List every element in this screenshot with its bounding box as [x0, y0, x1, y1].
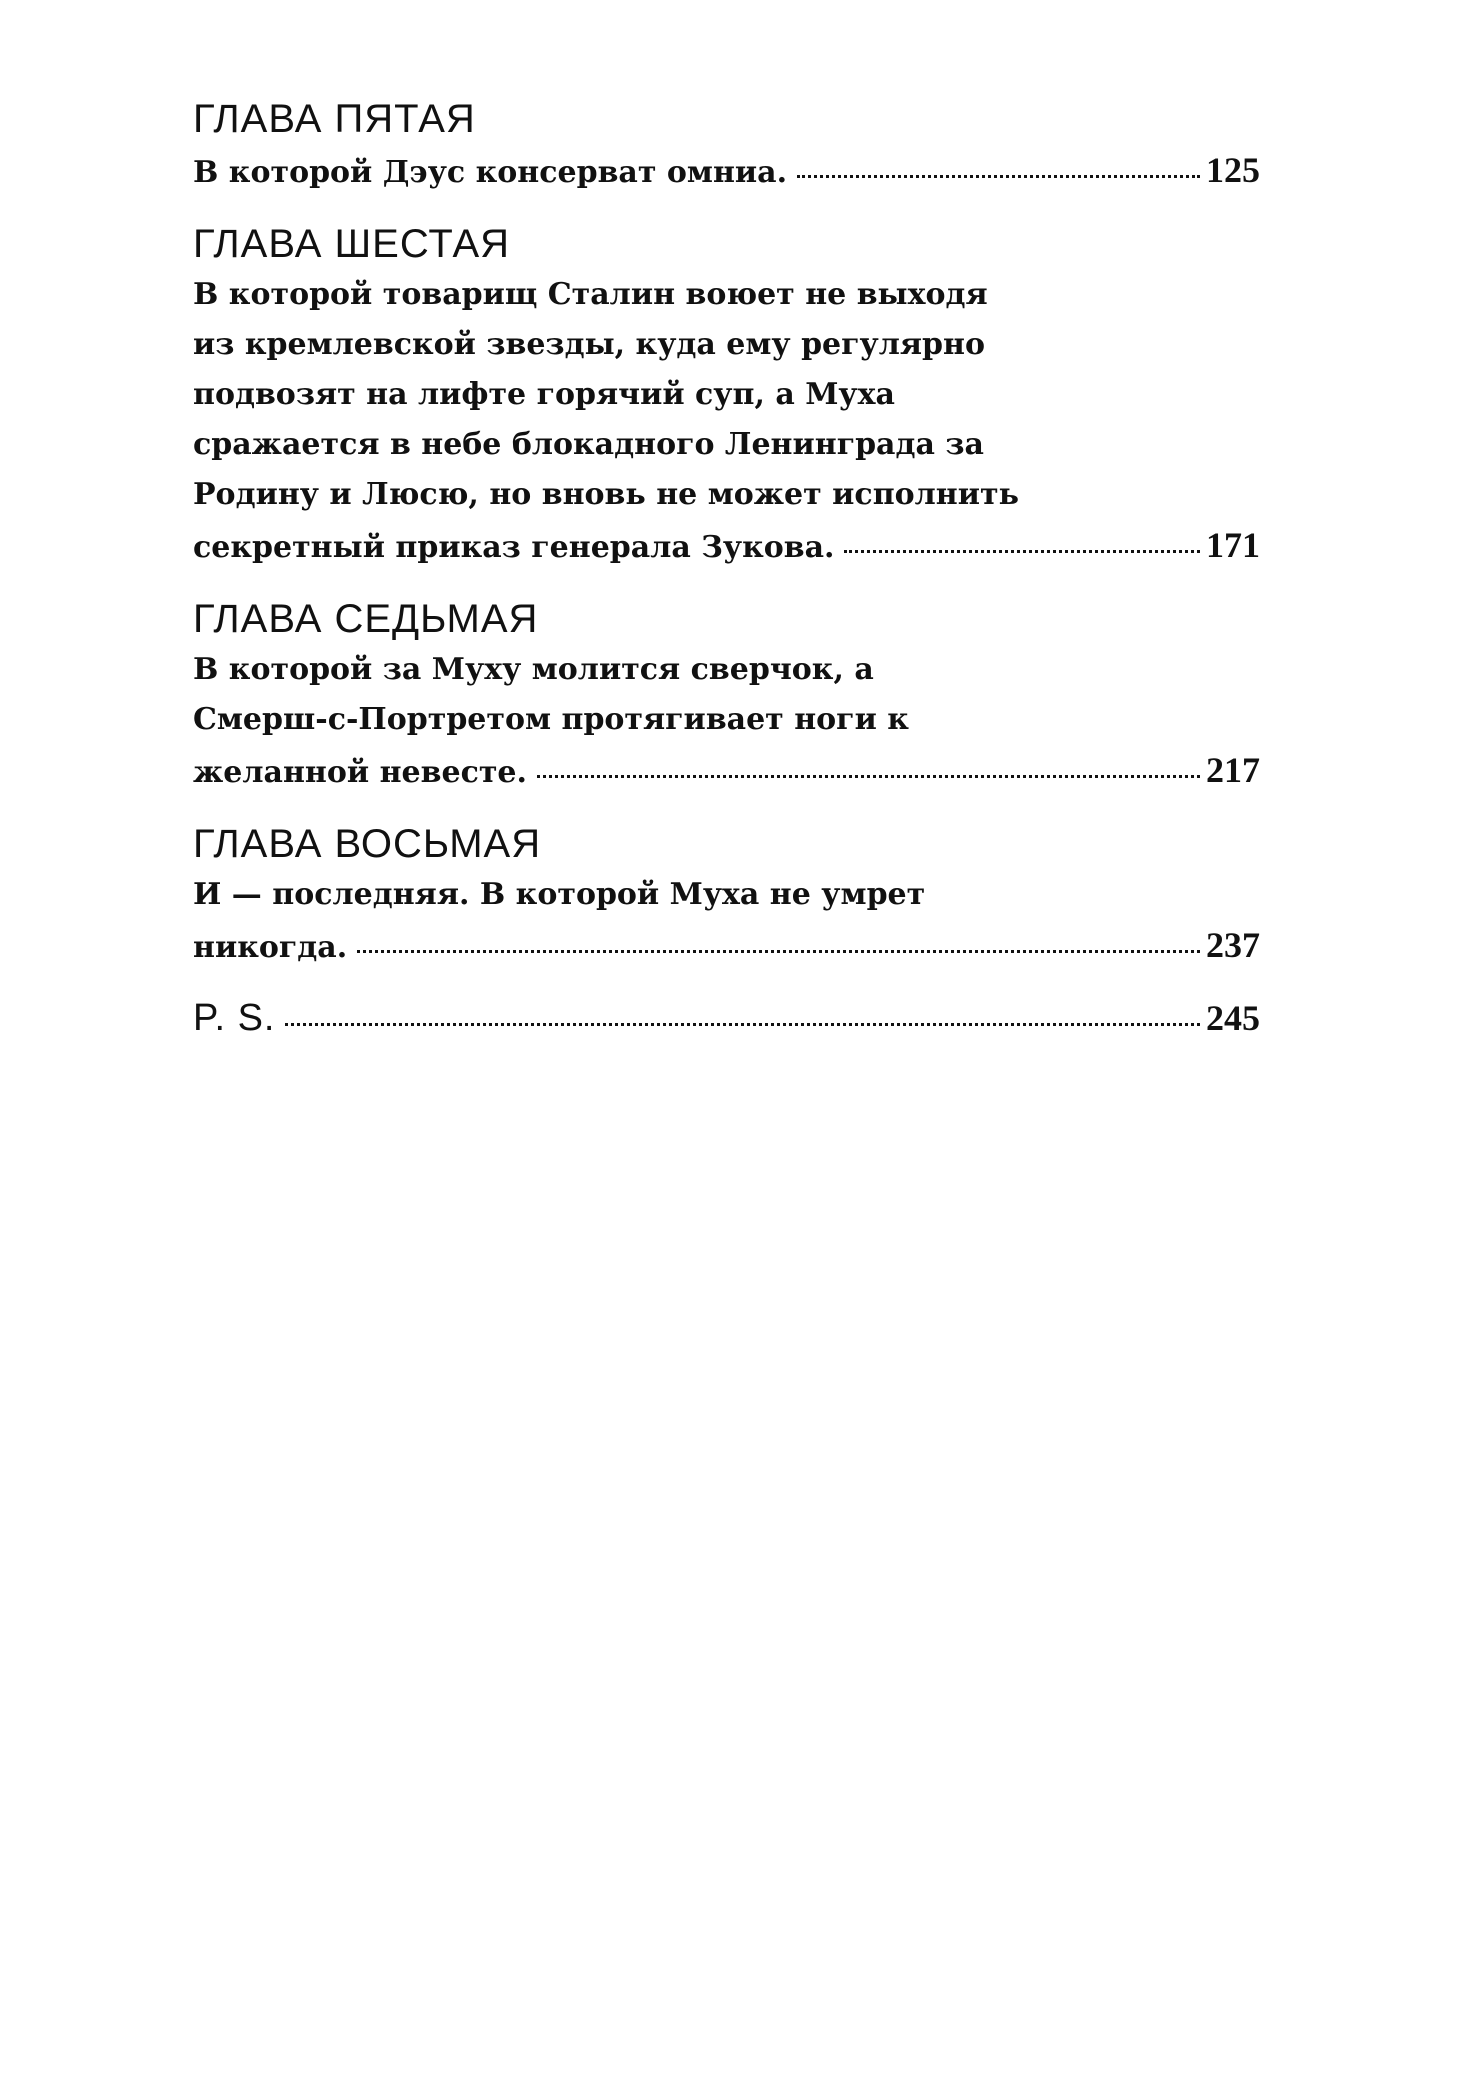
chapter-description-line: В которой товарищ Сталин воюет не выходя: [193, 277, 988, 312]
table-of-contents: [193, 93, 1260, 1063]
chapter-description: секретный приказ генерала Зукова.: [193, 530, 835, 565]
page-number: 171: [1206, 525, 1260, 565]
toc-entry-line[interactable]: [193, 993, 1260, 1043]
page-number: 217: [1206, 750, 1260, 790]
toc-entry-line[interactable]: [193, 520, 1260, 573]
dot-leader: [537, 775, 1200, 778]
page-number: 245: [1206, 998, 1260, 1038]
chapter-title: ГЛАВА ШЕСТАЯ: [193, 222, 511, 266]
chapter-title: ГЛАВА ПЯТАЯ: [193, 97, 476, 141]
toc-entry-line[interactable]: [193, 920, 1260, 973]
chapter-description-line: В которой за Муху молится сверчок, а: [193, 652, 874, 687]
toc-postscript: [193, 993, 1260, 1043]
chapter-title: ГЛАВА СЕДЬМАЯ: [193, 597, 539, 641]
toc-chapter-5: [193, 93, 1260, 198]
chapter-description-line: Смерш-с-Портретом протягивает ноги к: [193, 702, 909, 737]
dot-leader: [285, 1023, 1200, 1026]
toc-entry-line[interactable]: [193, 145, 1260, 198]
toc-chapter-8: [193, 818, 1260, 973]
chapter-description-line: сражается в небе блокадного Ленинграда за: [193, 427, 984, 462]
chapter-description-line: из кремлевской звезды, куда ему регулярно: [193, 327, 985, 362]
toc-entry-line[interactable]: [193, 745, 1260, 798]
dot-leader: [844, 550, 1200, 553]
page-number: 237: [1206, 925, 1260, 965]
dot-leader: [357, 950, 1200, 953]
toc-chapter-7: [193, 593, 1260, 798]
chapter-title: ГЛАВА ВОСЬМАЯ: [193, 822, 542, 866]
chapter-description: В которой Дэус консерват омниа.: [193, 155, 788, 190]
page-number: 125: [1206, 150, 1260, 190]
chapter-description-line: И — последняя. В которой Муха не умрет: [193, 877, 926, 912]
chapter-description-line: подвозят на лифте горячий суп, а Муха: [193, 377, 895, 412]
dot-leader: [797, 175, 1200, 178]
chapter-description: никогда.: [193, 930, 348, 965]
chapter-description-line: Родину и Люсю, но вновь не может исполнить: [193, 477, 1019, 512]
postscript-label: P. S.: [193, 997, 276, 1039]
chapter-description: желанной невесте.: [193, 755, 527, 790]
toc-chapter-6: [193, 218, 1260, 573]
